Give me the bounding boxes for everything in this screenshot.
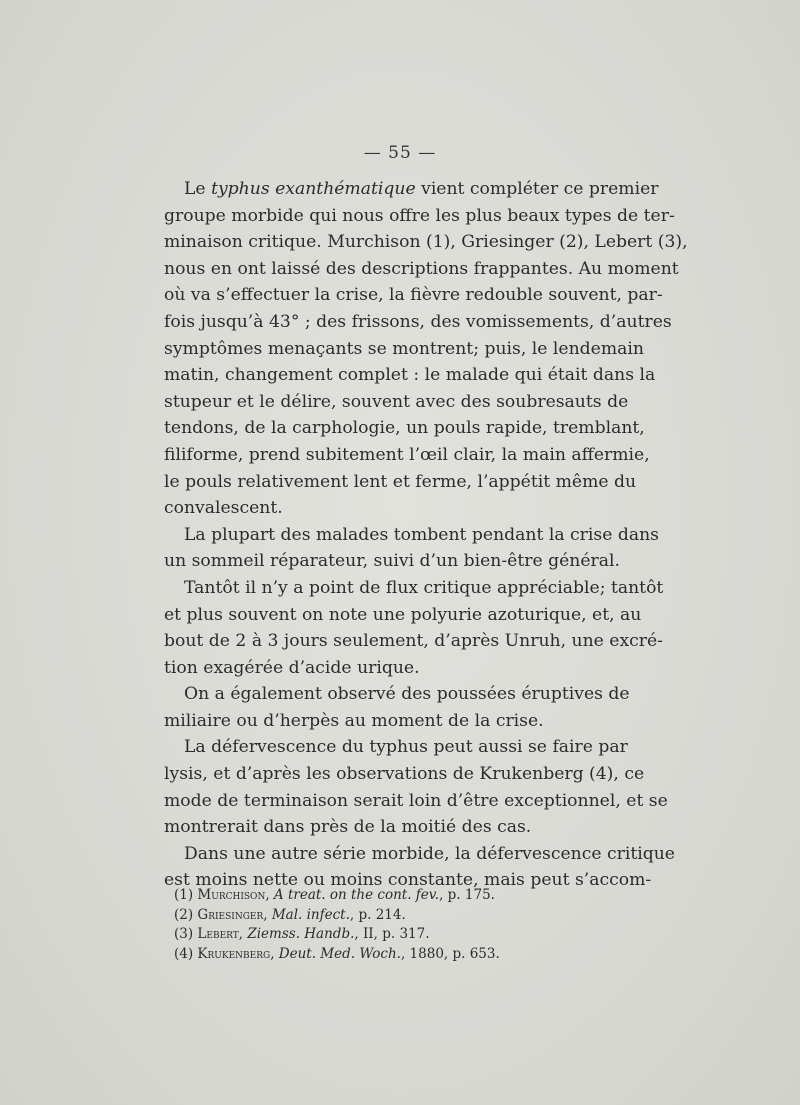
paragraph [164, 522, 659, 575]
text-line [164, 256, 679, 283]
paragraph [164, 575, 664, 681]
text-segment: vient compléter ce premier [415, 179, 659, 199]
text-segment: bout de 2 à 3 jours seulement, d’après Unruh, une excré- [164, 631, 663, 652]
text-line [164, 176, 659, 203]
text-line [164, 575, 664, 602]
italic-term: typhus exanthématique [211, 179, 416, 199]
text-segment: Le [184, 179, 212, 199]
text-line [164, 814, 614, 841]
text-segment: un sommeil réparateur, suivi d’un bien-être général. [164, 551, 620, 572]
text-segment: tendons, de la carphologie, un pouls rapide, tremblant, [164, 418, 645, 439]
footnote-title: A treat. on the cont. fev. [273, 887, 440, 903]
text-segment: On a également observé des poussées éruptives de [184, 684, 630, 705]
paragraph [164, 176, 688, 522]
page-number: — 55 — [363, 143, 437, 163]
footnote-separator: , [270, 945, 279, 962]
text-line [164, 548, 620, 575]
paragraph [164, 734, 668, 840]
text-segment: stupeur et le délire, souvent avec des soubresauts de [164, 391, 629, 412]
footnote-title: Ziemss. Handb. [247, 926, 355, 942]
footnote-title: Mal. infect. [271, 906, 350, 923]
paragraph [164, 681, 630, 734]
text-line [164, 469, 637, 496]
text-line [164, 203, 675, 230]
text-line [164, 336, 644, 363]
text-segment: nous en ont laissé des descriptions frappantes. Au moment [164, 258, 679, 279]
footnote [174, 886, 614, 906]
text-segment: Tantôt il n’y a point de flux critique appréciable; tantôt [184, 577, 664, 598]
footnote-reference: , II, p. 317. [354, 926, 430, 942]
footnote-author: Krukenberg [197, 945, 271, 962]
text-line [164, 655, 614, 682]
text-segment: symptômes menaçants se montrent; puis, le lendemain [164, 338, 644, 359]
text-segment: convalescent. [164, 498, 283, 519]
text-segment: La plupart des malades tombent pendant la crise dans [184, 524, 659, 545]
footnote-title: Deut. Med. Woch. [278, 945, 401, 962]
footnote [174, 945, 614, 965]
text-line [164, 415, 645, 442]
text-line [164, 841, 675, 868]
text-segment: minaison critique. Murchison (1), Griesinger (2), Lebert (3), [164, 232, 688, 253]
footnote-author: Murchison [197, 887, 266, 903]
text-line [164, 602, 642, 629]
footnote [174, 925, 614, 945]
footnote-separator: , [265, 887, 274, 903]
text-segment: fois jusqu’à 43° ; des frissons, des vomissements, d’autres [164, 311, 672, 332]
footnote-separator: , [263, 906, 272, 923]
text-line [164, 761, 645, 788]
text-line [164, 495, 614, 522]
text-line [164, 389, 629, 416]
text-line [164, 734, 628, 761]
text-line [164, 229, 688, 256]
text-segment: La défervescence du typhus peut aussi se faire par [184, 737, 628, 758]
text-segment: montrerait dans près de la moitié des cas. [164, 817, 532, 838]
text-segment: Dans une autre série morbide, la défervescence critique [184, 843, 675, 864]
text-segment: tion exagérée d’acide urique. [164, 657, 420, 678]
footnote-number: (4) [174, 945, 198, 962]
text-segment: et plus souvent on note une polyurie azoturique, et, au [164, 604, 642, 625]
footnote-author: Lebert [197, 926, 239, 942]
text-segment: groupe morbide qui nous offre les plus beaux types de ter- [164, 205, 675, 226]
footnote-number: (3) [174, 926, 198, 942]
footnote-number: (1) [174, 887, 198, 903]
text-line [164, 681, 630, 708]
text-line [164, 282, 663, 309]
text-segment: mode de terminaison serait loin d’être exceptionnel, et se [164, 790, 668, 811]
text-line [164, 362, 656, 389]
text-line [164, 309, 672, 336]
body-text [164, 176, 688, 894]
text-segment: est moins nette ou moins constante, mais peut s’accom- [164, 870, 652, 891]
text-line [164, 628, 663, 655]
footnote-author: Griesinger [197, 906, 264, 923]
footnote [174, 906, 614, 926]
text-line [164, 708, 614, 735]
footnote-reference: , p. 175. [439, 887, 495, 903]
text-line [164, 522, 659, 549]
footnote-number: (2) [174, 906, 198, 923]
footnotes [174, 886, 614, 964]
text-segment: le pouls relativement lent et ferme, l’appétit même du [164, 471, 637, 492]
text-line [164, 788, 668, 815]
text-segment: matin, changement complet : le malade qui était dans la [164, 365, 656, 386]
text-segment: miliaire ou d’herpès au moment de la crise. [164, 710, 544, 731]
footnote-reference: , p. 214. [349, 906, 406, 923]
text-line [164, 442, 650, 469]
text-segment: où va s’effectuer la crise, la fièvre redouble souvent, par- [164, 285, 663, 306]
footnote-separator: , [238, 926, 248, 942]
text-segment: lysis, et d’après les observations de Krukenberg (4), ce [164, 764, 645, 785]
footnote-reference: , 1880, p. 653. [400, 945, 500, 962]
text-segment: filiforme, prend subitement l’œil clair, la main affermie, [164, 444, 650, 465]
